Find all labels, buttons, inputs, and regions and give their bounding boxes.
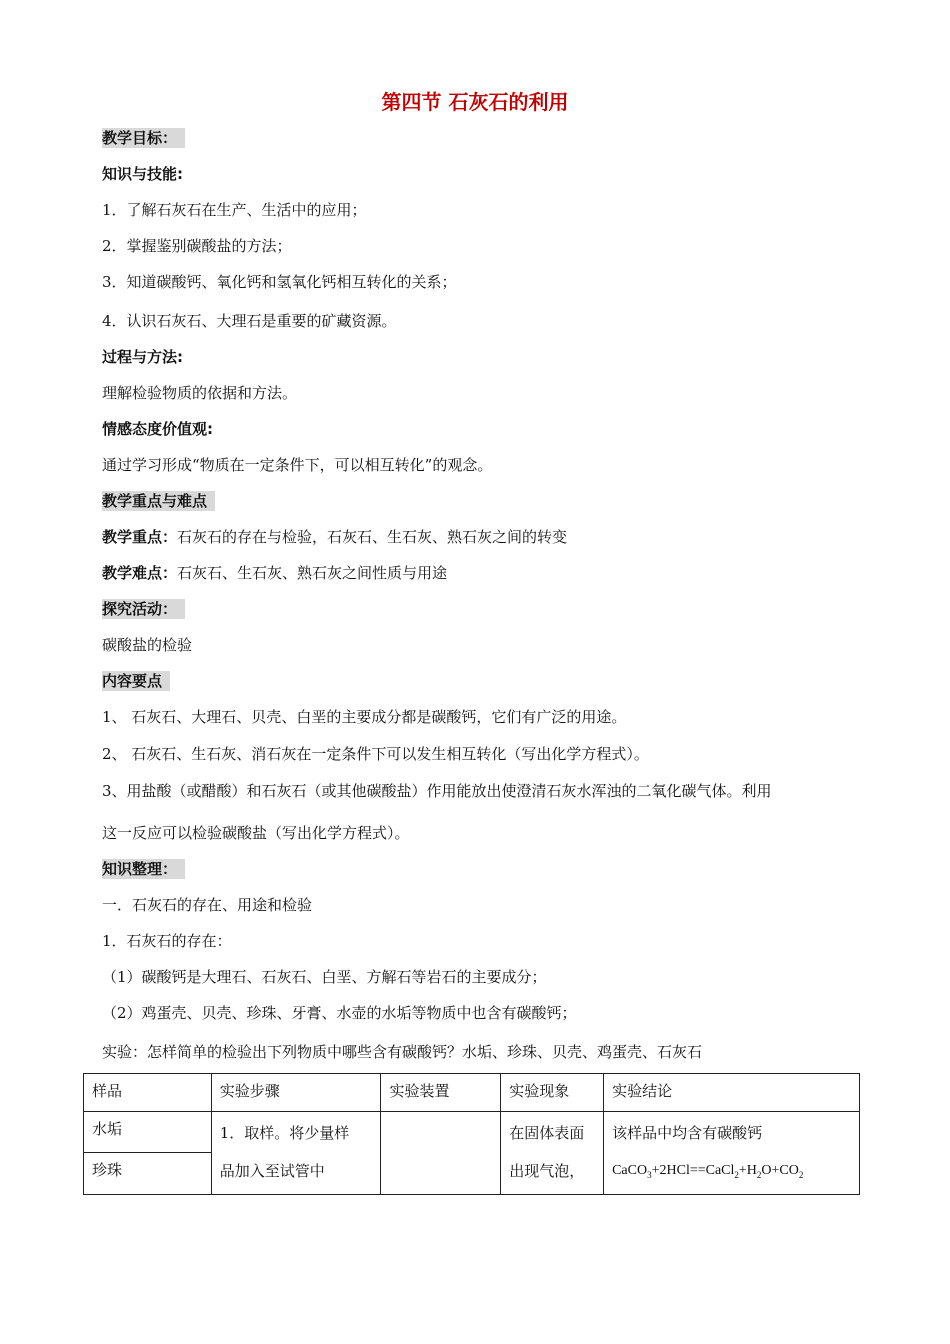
section-heading: 一．石灰石的存在、用途和检验 <box>102 896 313 914</box>
teaching-difficulty: 教学难点：石灰石、生石灰、熟石灰之间性质与用途 <box>102 564 448 582</box>
chemical-equation: $CaCO_3+2HCl==CaCl_2+H_2O+CO_2$ <box>612 1163 804 1180</box>
experiment-question: 实验：怎样简单的检验出下列物质中哪些含有碳酸钙？水垢、珍珠、贝壳、鸡蛋壳、石灰石 <box>102 1043 703 1061</box>
table-header-cell: 实验步骤 <box>211 1074 381 1112</box>
table-header-row <box>84 1074 860 1112</box>
teaching-focus: 教学重点：石灰石的存在与检验，石灰石、生石灰、熟石灰之间的转变 <box>102 528 568 546</box>
process-method-text: 理解检验物质的依据和方法。 <box>102 384 298 402</box>
sample-cell: 珍珠 <box>84 1153 212 1194</box>
emotion-values-heading: 情感态度价值观: <box>102 420 213 438</box>
conclusion-cell: 该样品中均含有碳酸钙 $CaCO_3+2HCl==CaCl_2+H_2O+CO_2$ <box>604 1112 860 1195</box>
content-heading: 内容要点 <box>102 670 170 691</box>
activity-text: 碳酸盐的检验 <box>102 636 193 654</box>
objectives-heading: 教学目标： <box>102 127 185 148</box>
knowledge-item: 1．了解石灰石在生产、生活中的应用； <box>102 201 367 219</box>
existence-point: （2）鸡蛋壳、贝壳、珍珠、牙膏、水壶的水垢等物质中也含有碳酸钙； <box>102 1004 577 1022</box>
knowledge-heading: 知识整理： <box>102 858 185 879</box>
table-row <box>84 1112 860 1153</box>
phenomenon-cell: 在固体表面 出现气泡， <box>501 1112 604 1195</box>
content-item: 2、 石灰石、生石灰、消石灰在一定条件下可以发生相互转化（写出化学方程式）。 <box>102 745 649 763</box>
experiment-table <box>83 1073 860 1195</box>
subsection-heading: 1．石灰石的存在： <box>102 932 232 950</box>
knowledge-item: 3．知道碳酸钙、氧化钙和氢氧化钙相互转化的关系； <box>102 273 457 291</box>
activity-heading: 探究活动： <box>102 598 185 619</box>
table-header-cell: 实验结论 <box>604 1074 860 1112</box>
sample-cell: 水垢 <box>84 1112 212 1153</box>
knowledge-skills-heading: 知识与技能: <box>102 165 183 183</box>
page-title: 第四节 石灰石的利用 <box>381 90 569 114</box>
key-points-heading: 教学重点与难点 <box>102 490 215 511</box>
table-header-cell: 实验装置 <box>381 1074 501 1112</box>
content-item: 1、 石灰石、大理石、贝壳、白垩的主要成分都是碳酸钙，它们有广泛的用途。 <box>102 708 627 726</box>
content-item: 3、用盐酸（或醋酸）和石灰石（或其他碳酸盐）作用能放出使澄清石灰水浑浊的二氧化碳气体。利用 <box>102 782 772 800</box>
process-method-heading: 过程与方法: <box>102 348 183 366</box>
existence-point: （1）碳酸钙是大理石、石灰石、白垩、方解石等岩石的主要成分； <box>102 968 547 986</box>
emotion-values-text: 通过学习形成“物质在一定条件下，可以相互转化”的观念。 <box>102 456 493 474</box>
step-cell: 1．取样。将少量样 品加入至试管中 <box>211 1112 381 1195</box>
content-item: 这一反应可以检验碳酸盐（写出化学方程式）。 <box>102 824 410 842</box>
apparatus-cell <box>381 1112 501 1195</box>
table-header-cell: 实验现象 <box>501 1074 604 1112</box>
table-header-cell: 样品 <box>84 1074 212 1112</box>
knowledge-item: 2．掌握鉴别碳酸盐的方法； <box>102 237 292 255</box>
knowledge-item: 4．认识石灰石、大理石是重要的矿藏资源。 <box>102 312 397 330</box>
